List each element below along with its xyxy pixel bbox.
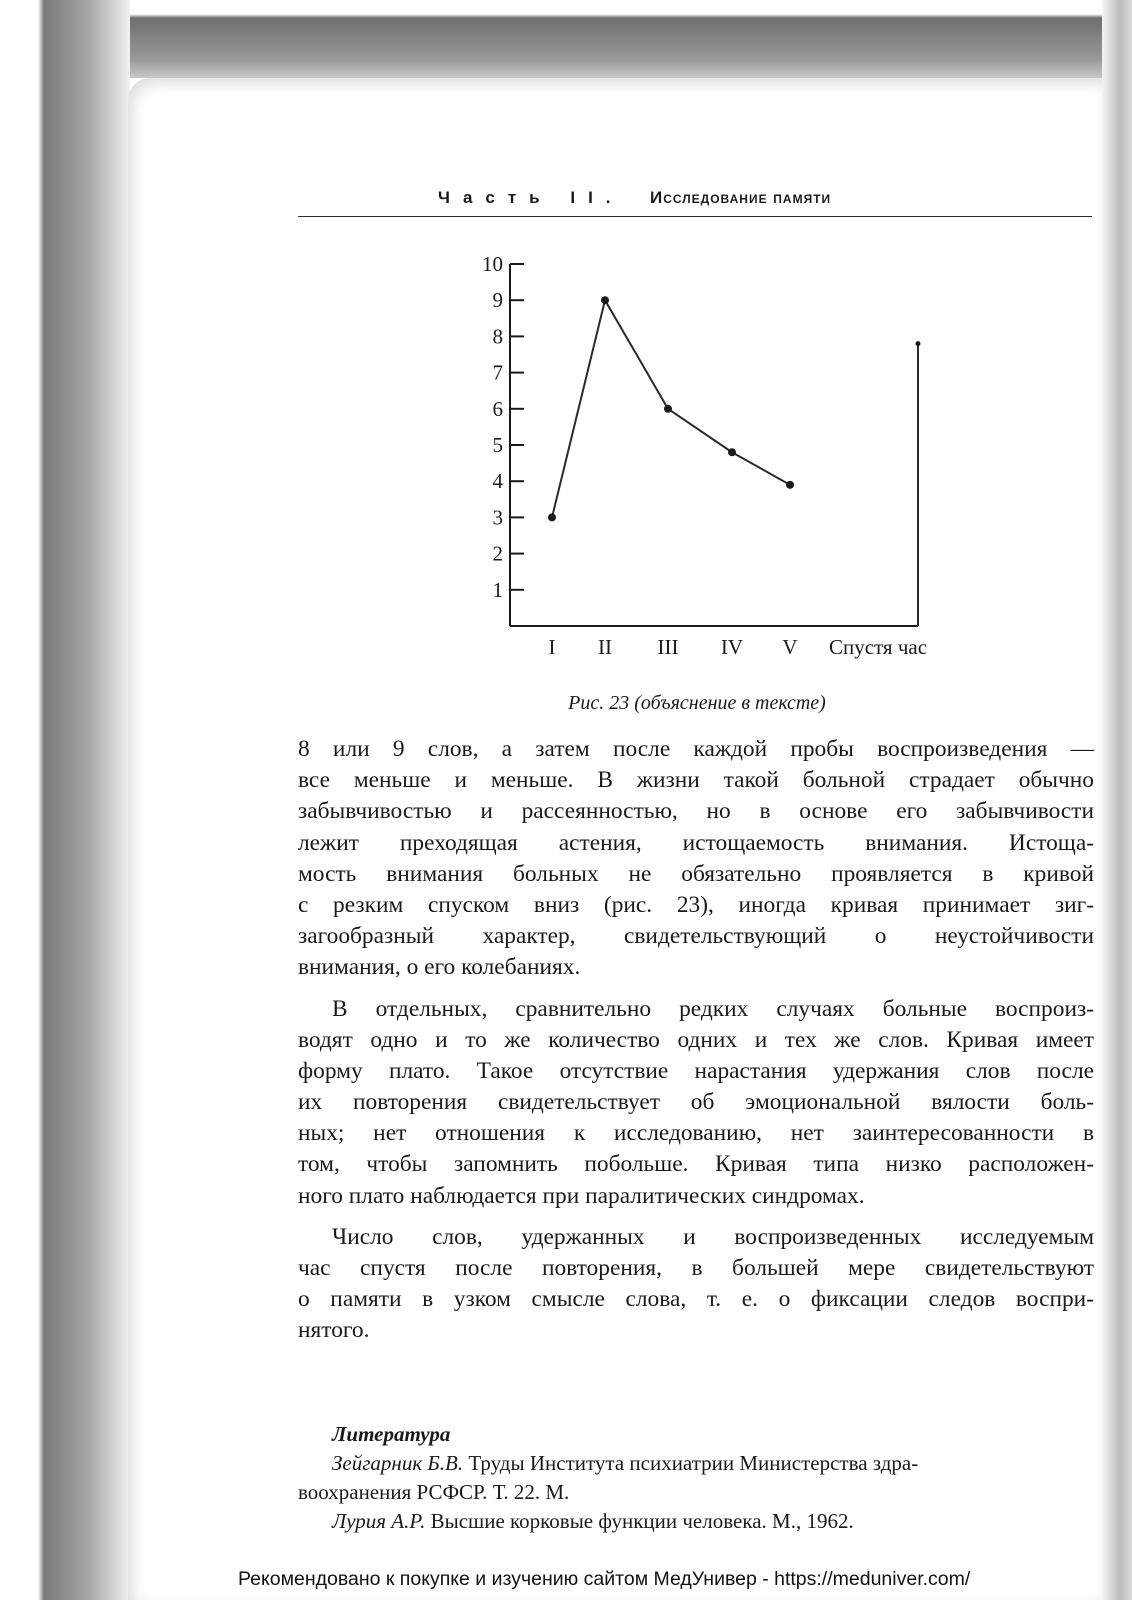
reference-text: воохранения РСФСР. Т. 22. М.: [298, 1480, 570, 1504]
x-tick-label: III: [657, 635, 679, 659]
literature-heading: Литература: [332, 1422, 451, 1446]
after-hour-marker-point: [916, 341, 921, 346]
body-line: лежит преходящая астения, истощаемость внимания. Истоща-: [298, 829, 1094, 856]
x-tick-label: I: [548, 635, 556, 659]
y-tick-label: 9: [492, 288, 503, 313]
footer-recommendation: Рекомендовано к покупке и изучению сайтом МедУнивер - https://meduniver.com/: [238, 1568, 971, 1590]
body-line: о памяти в узком смысле слова, т. е. о фиксации следов воспри-: [298, 1286, 1094, 1313]
memory-curve-chart: [0, 0, 1132, 690]
body-line: водят одно и то же количество одних и тех же слов. Кривая имеет: [298, 1026, 1094, 1053]
y-tick-label: 5: [492, 433, 503, 457]
body-line: внимания, о его колебаниях.: [298, 954, 581, 981]
reference-author: Зейгарник Б.В.: [332, 1451, 464, 1475]
x-tick-label: V: [782, 635, 798, 659]
reference-text: Высшие корковые функции человека. М., 1962.: [425, 1509, 854, 1533]
body-line: том, чтобы запомнить побольше. Кривая типа низко расположен-: [298, 1151, 1094, 1178]
body-line: все меньше и меньше. В жизни такой больной страдает обычно: [298, 767, 1094, 794]
body-line: форму плато. Такое отсутствие нарастания удержания слов после: [298, 1057, 1094, 1084]
x-tick-label: IV: [720, 635, 744, 659]
body-line: их повторения свидетельствует об эмоциональной вялости боль-: [298, 1089, 1094, 1116]
reference-entry: [298, 1507, 1094, 1536]
x-tick-label: Спустя час: [828, 635, 928, 659]
body-line: 8 или 9 слов, а затем после каждой пробы воспроизведения —: [298, 736, 1094, 762]
body-line: мость внимания больных не обязательно проявляется в кривой: [298, 860, 1094, 887]
body-line: ных; нет отношения к исследованию, нет заинтересованности в: [298, 1120, 1094, 1147]
body-line: ного плато наблюдается при паралитических синдромах.: [298, 1182, 865, 1209]
x-tick-label: II: [598, 635, 612, 659]
reference-text: Труды Института психиатрии Министерства здра-: [463, 1451, 919, 1475]
y-tick-label: 10: [482, 252, 503, 276]
reference-entry-continued: [298, 1478, 1094, 1507]
y-tick-label: 3: [492, 505, 503, 530]
y-tick-label: 7: [492, 360, 503, 385]
y-tick-label: 8: [492, 324, 503, 349]
y-tick-label: 2: [492, 541, 503, 566]
y-tick-label: 4: [492, 469, 503, 494]
body-line: В отдельных, сравнительно редких случаях больные воспроиз-: [332, 995, 1094, 1022]
data-point: [728, 448, 736, 456]
y-tick-label: 1: [492, 577, 503, 602]
body-line: загообразный характер, свидетельствующий о неустойчивости: [298, 923, 1094, 950]
body-line: час спустя после повторения, в большей мере свидетельствуют: [298, 1255, 1094, 1281]
figure-caption: Рис. 23 (объяснение в тексте): [568, 692, 826, 714]
data-point: [548, 513, 556, 521]
literature-section: [298, 1420, 1094, 1536]
data-point: [664, 405, 672, 413]
reference-entry: [298, 1449, 1094, 1478]
reference-author: Лурия А.Р.: [332, 1509, 426, 1533]
y-tick-label: 6: [492, 396, 503, 421]
header-part-label: Часть II.: [438, 188, 624, 207]
data-point: [786, 481, 794, 489]
body-line: забывчивостью и рассеянностью, но в основе его забывчивости: [298, 798, 1094, 825]
body-line: нятого.: [298, 1317, 370, 1344]
body-line: Число слов, удержанных и воспроизведенных исследуемым: [332, 1223, 1094, 1250]
data-point: [601, 296, 609, 304]
body-text: [298, 734, 1094, 1347]
header-section-title: Исследование памяти: [650, 188, 832, 207]
body-line: с резким спуском вниз (рис. 23), иногда кривая принимает зиг-: [298, 891, 1094, 918]
